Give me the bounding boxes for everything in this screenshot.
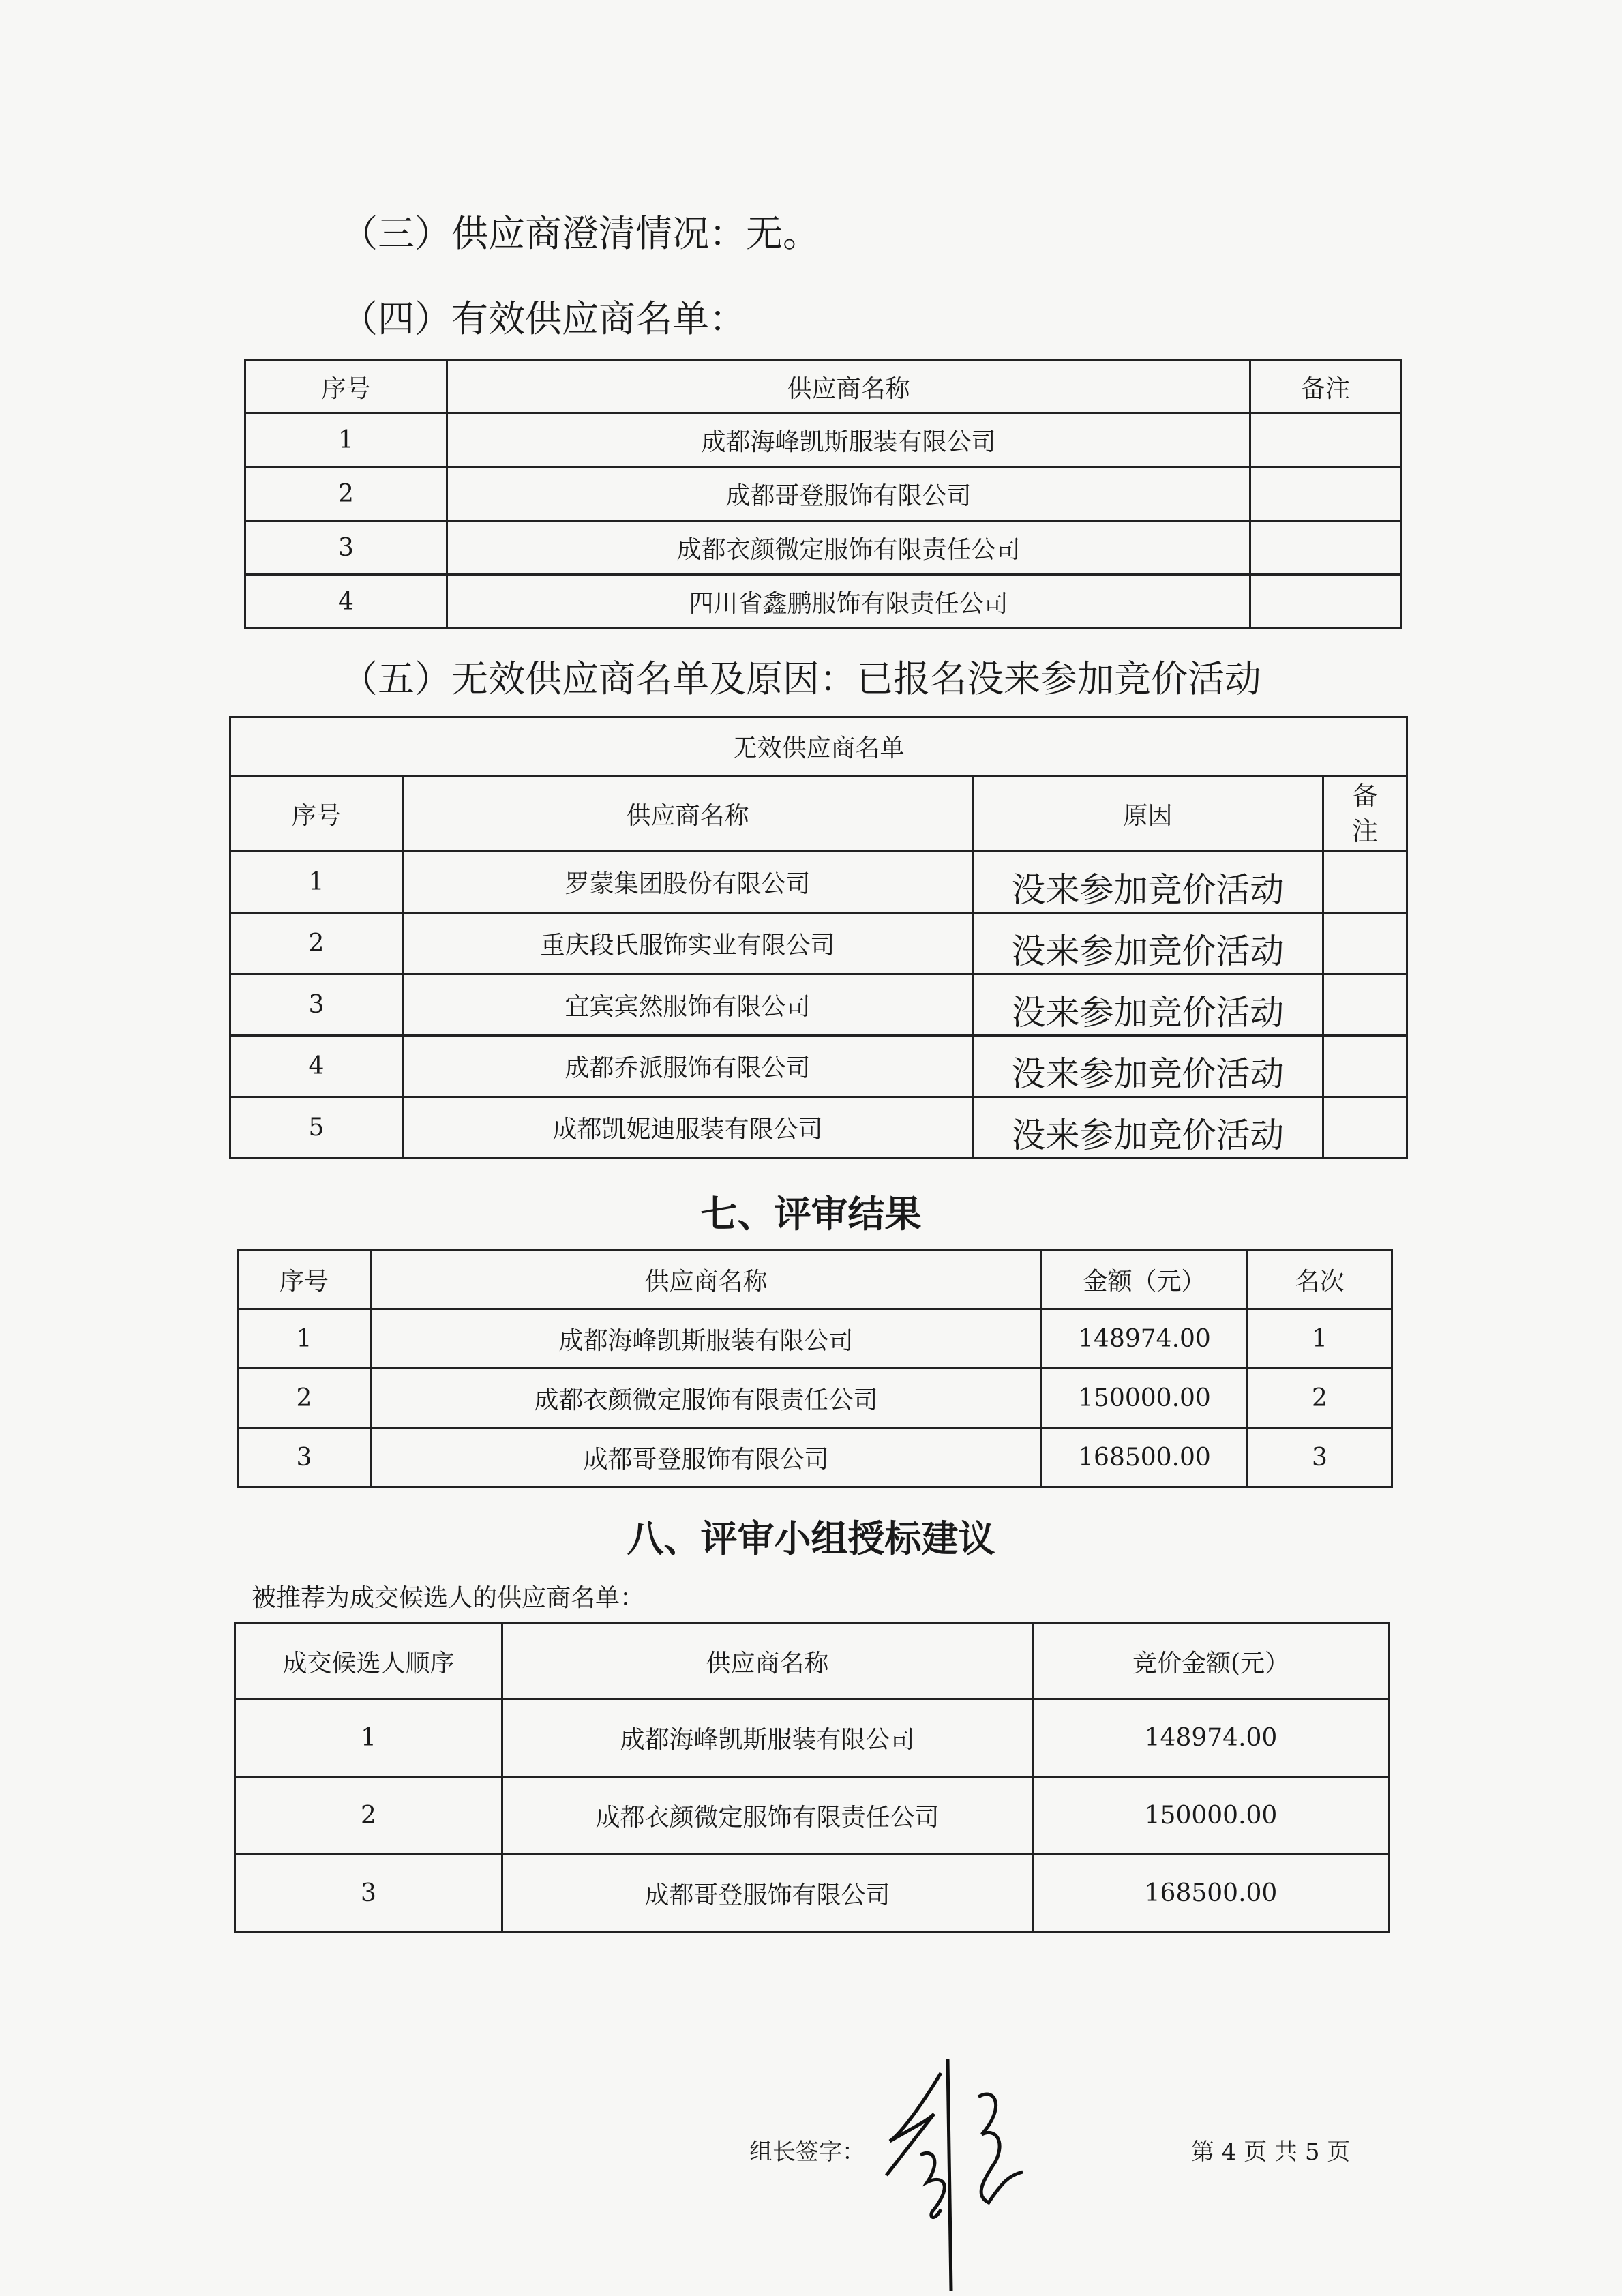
- recommend-table: [234, 1622, 1390, 1933]
- cell: 150000.00: [1033, 1777, 1390, 1855]
- section-5-heading: （五）无效供应商名单及原因：已报名没来参加竞价活动: [341, 657, 1261, 700]
- header-cell: 供应商名称: [371, 1251, 1042, 1309]
- cell: 5: [230, 1097, 403, 1159]
- cell: 4: [245, 575, 447, 629]
- result-table: [237, 1249, 1393, 1488]
- cell: 2: [1248, 1369, 1392, 1428]
- cell: 成都哥登服饰有限公司: [371, 1428, 1042, 1487]
- table-row: [235, 1855, 1390, 1933]
- cell: 成都衣颜微定服饰有限责任公司: [502, 1777, 1033, 1855]
- header-cell: 序号: [245, 361, 447, 413]
- cell: 成都衣颜微定服饰有限责任公司: [447, 521, 1250, 575]
- cell: 罗蒙集团股份有限公司: [403, 852, 973, 913]
- table-row: [245, 467, 1401, 521]
- header-cell: 序号: [230, 776, 403, 852]
- signature: [859, 2046, 1077, 2296]
- cell: 四川省鑫鹏服饰有限责任公司: [447, 575, 1250, 629]
- invalid-supplier-table: [229, 716, 1408, 1159]
- cell: 1: [238, 1309, 371, 1369]
- section-4-heading: （四）有效供应商名单：: [341, 297, 746, 340]
- cell: 成都乔派服饰有限公司: [403, 1036, 973, 1097]
- cell: 宜宾宾然服饰有限公司: [403, 974, 973, 1036]
- cell: 成都哥登服饰有限公司: [447, 467, 1250, 521]
- header-cell: 供应商名称: [447, 361, 1250, 413]
- section-7-heading: 七、评审结果: [700, 1192, 922, 1236]
- cell: 1: [1248, 1309, 1392, 1369]
- table-row: [238, 1369, 1392, 1428]
- cell: 2: [235, 1777, 502, 1855]
- sign-label: 组长签字：: [749, 2138, 865, 2166]
- cell: 成都海峰凯斯服装有限公司: [371, 1309, 1042, 1369]
- page-number: 第 4 页 共 5 页: [1191, 2138, 1351, 2166]
- cell: 148974.00: [1033, 1699, 1390, 1777]
- cell: [1323, 852, 1407, 913]
- cell: 3: [245, 521, 447, 575]
- section-3-heading: （三）供应商澄清情况：无。: [341, 212, 820, 255]
- cell: 重庆段氏服饰实业有限公司: [403, 913, 973, 974]
- table-row: [235, 1777, 1390, 1855]
- cell: 148974.00: [1042, 1309, 1248, 1369]
- header-cell: 金额（元）: [1042, 1251, 1248, 1309]
- table-row: [245, 413, 1401, 467]
- cell: 没来参加竞价活动: [973, 913, 1323, 974]
- cell: 没来参加竞价活动: [973, 1097, 1323, 1159]
- cell: 3: [235, 1855, 502, 1933]
- header-cell: 供应商名称: [403, 776, 973, 852]
- cell: [1323, 974, 1407, 1036]
- cell: 没来参加竞价活动: [973, 1036, 1323, 1097]
- header-cell: 名次: [1248, 1251, 1392, 1309]
- header-cell: 成交候选人顺序: [235, 1624, 502, 1699]
- header-cell: 备注: [1250, 361, 1401, 413]
- cell: [1250, 413, 1401, 467]
- cell: 没来参加竞价活动: [973, 974, 1323, 1036]
- header-cell: 备注: [1323, 776, 1407, 852]
- cell: 1: [245, 413, 447, 467]
- table-row: [230, 1036, 1407, 1097]
- cell: 成都哥登服饰有限公司: [502, 1855, 1033, 1933]
- table-title: 无效供应商名单: [230, 717, 1407, 776]
- cell: 3: [1248, 1428, 1392, 1487]
- table-row: [245, 521, 1401, 575]
- cell: [1323, 1036, 1407, 1097]
- header-cell: 竞价金额(元）: [1033, 1624, 1390, 1699]
- table-row: [230, 913, 1407, 974]
- cell: 150000.00: [1042, 1369, 1248, 1428]
- cell: 1: [235, 1699, 502, 1777]
- cell: 成都衣颜微定服饰有限责任公司: [371, 1369, 1042, 1428]
- table-row: [238, 1309, 1392, 1369]
- section-8-heading: 八、评审小组授标建议: [627, 1517, 995, 1560]
- cell: 2: [238, 1369, 371, 1428]
- cell: 成都海峰凯斯服装有限公司: [502, 1699, 1033, 1777]
- cell: 3: [238, 1428, 371, 1487]
- table-row: [230, 1097, 1407, 1159]
- recommend-intro: 被推荐为成交候选人的供应商名单：: [252, 1584, 645, 1612]
- table-row: [245, 575, 1401, 629]
- cell: [1323, 913, 1407, 974]
- cell: 成都凯妮迪服装有限公司: [403, 1097, 973, 1159]
- cell: [1323, 1097, 1407, 1159]
- valid-supplier-table: [244, 359, 1402, 629]
- table-row: [230, 852, 1407, 913]
- cell: 168500.00: [1042, 1428, 1248, 1487]
- cell: 2: [245, 467, 447, 521]
- header-cell: 序号: [238, 1251, 371, 1309]
- cell: [1250, 521, 1401, 575]
- cell: 2: [230, 913, 403, 974]
- cell: [1250, 467, 1401, 521]
- header-cell: 原因: [973, 776, 1323, 852]
- cell: 3: [230, 974, 403, 1036]
- cell: 168500.00: [1033, 1855, 1390, 1933]
- table-row: [235, 1699, 1390, 1777]
- header-cell: 供应商名称: [502, 1624, 1033, 1699]
- cell: 成都海峰凯斯服装有限公司: [447, 413, 1250, 467]
- table-row: [238, 1428, 1392, 1487]
- cell: 1: [230, 852, 403, 913]
- cell: [1250, 575, 1401, 629]
- cell: 4: [230, 1036, 403, 1097]
- cell: 没来参加竞价活动: [973, 852, 1323, 913]
- table-row: [230, 974, 1407, 1036]
